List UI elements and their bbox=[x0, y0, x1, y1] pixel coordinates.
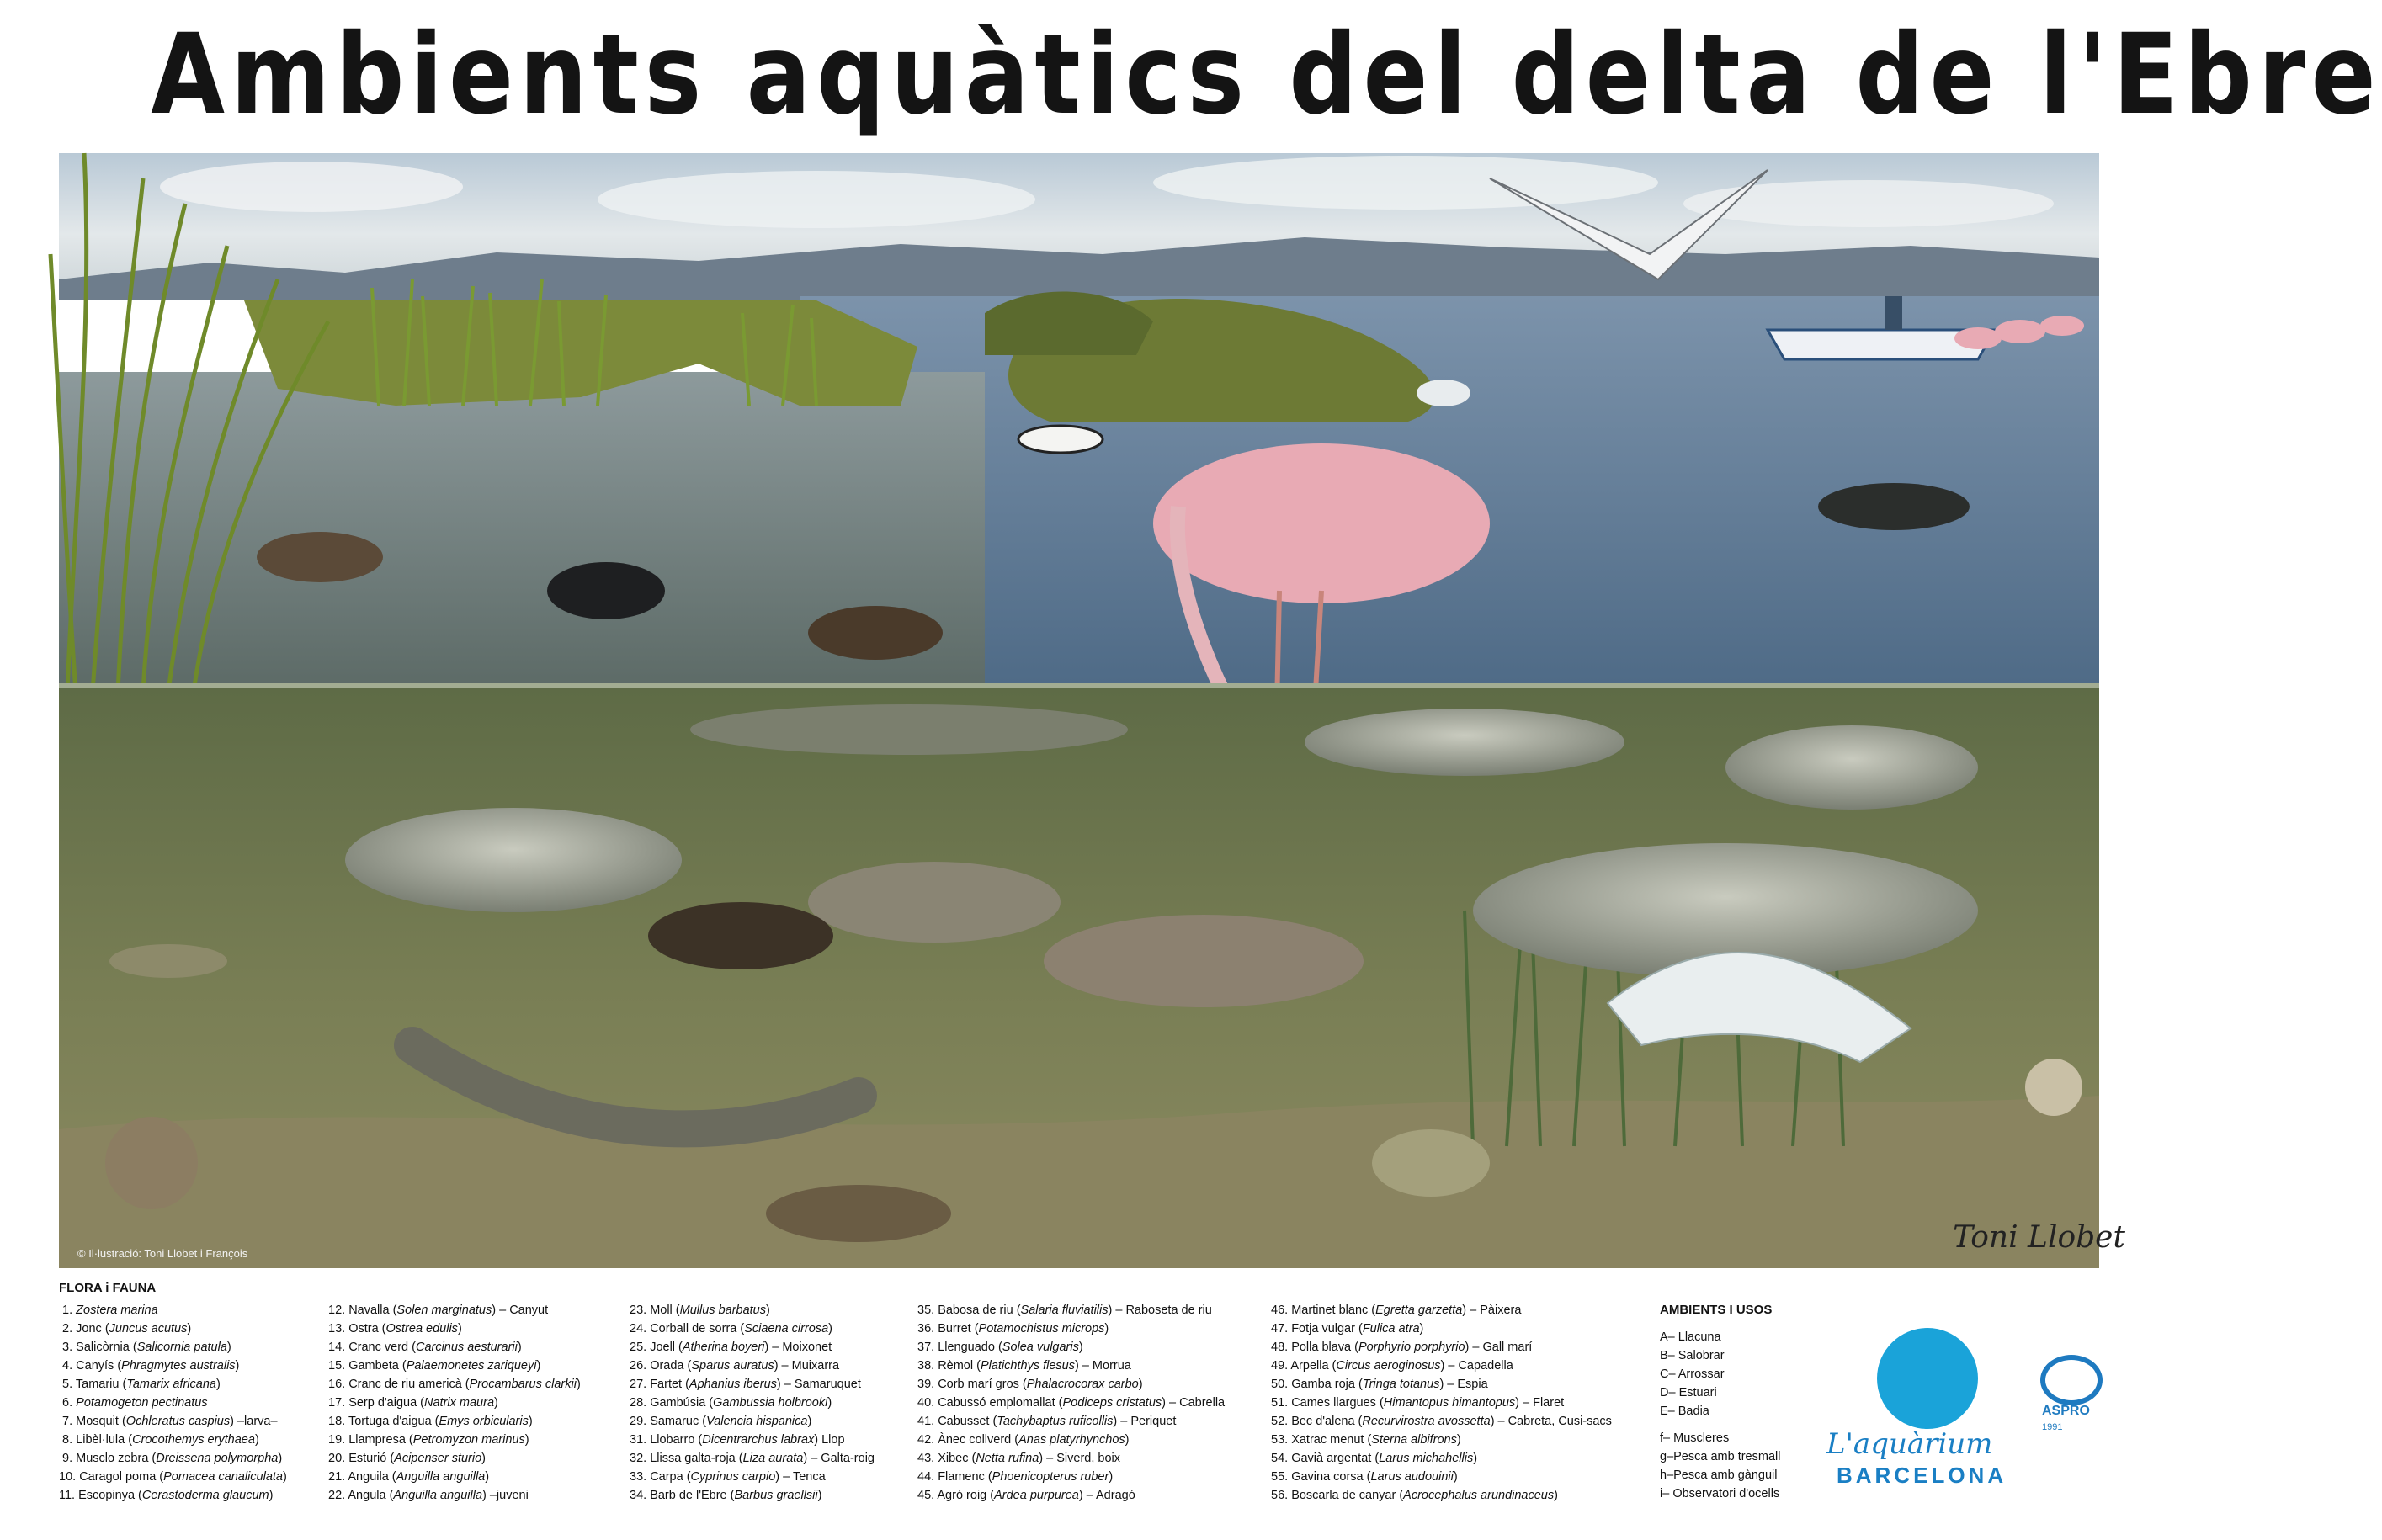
legend-item: 27. Fartet (Aphanius iberus) – Samaruquet bbox=[630, 1378, 861, 1391]
cloud bbox=[160, 162, 463, 212]
legend-item: 50. Gamba roja (Tringa totanus) – Espia bbox=[1271, 1378, 1488, 1391]
ambient-item: B– Salobrar bbox=[1660, 1349, 1725, 1362]
legend-item: 13. Ostra (Ostrea edulis) bbox=[328, 1322, 462, 1336]
legend-item: 5. Tamariu (Tamarix africana) bbox=[59, 1378, 221, 1391]
legend-item: 18. Tortuga d'aigua (Emys orbicularis) bbox=[328, 1415, 533, 1428]
legend-column-5 bbox=[1271, 1301, 1658, 1505]
crab bbox=[1372, 1129, 1490, 1197]
apple-snail bbox=[105, 1117, 198, 1209]
legend-item: 15. Gambeta (Palaemonetes zariqueyi) bbox=[328, 1359, 541, 1373]
cloud bbox=[1683, 180, 2054, 227]
legend-item: 56. Boscarla de canyar (Acrocephalus arundinaceus) bbox=[1271, 1489, 1558, 1502]
cloud bbox=[1153, 156, 1658, 210]
legend-item: 42. Ànec collverd (Anas platyrhynchos) bbox=[917, 1433, 1130, 1447]
avocet bbox=[1018, 426, 1103, 453]
legend-item: 24. Corball de sorra (Sciaena cirrosa) bbox=[630, 1322, 832, 1336]
legend-list bbox=[1271, 1301, 1658, 1505]
page-title: Ambients aquàtics del delta de l'Ebre bbox=[151, 10, 2382, 140]
legend-item: 11. Escopinya (Cerastoderma glaucum) bbox=[59, 1489, 274, 1502]
legend-item: 8. Libèl·lula (Crocothemys erythaea) bbox=[59, 1433, 259, 1447]
legend-list bbox=[59, 1301, 362, 1505]
legend-item: 19. Llampresa (Petromyzon marinus) bbox=[328, 1433, 529, 1447]
ambients-column bbox=[1660, 1301, 1845, 1503]
waterline bbox=[59, 683, 2099, 688]
legend-column-3 bbox=[630, 1301, 933, 1505]
aspro-logo-text: ASPRO 1991 bbox=[2042, 1404, 2090, 1432]
ambient-item: A– Llacuna bbox=[1660, 1330, 1721, 1344]
legend-item: 25. Joell (Atherina boyeri) – Moixonet bbox=[630, 1341, 832, 1354]
cockle bbox=[2025, 1059, 2082, 1116]
legend-item: 23. Moll (Mullus barbatus) bbox=[630, 1304, 770, 1317]
artist-signature: Toni Llobet bbox=[1953, 1220, 2125, 1255]
aquarium-logo-script: L'aquàrium bbox=[1826, 1427, 1993, 1461]
ambient-item: E– Badia bbox=[1660, 1405, 1709, 1418]
ambient-item: D– Estuari bbox=[1660, 1386, 1717, 1399]
legend-item: 38. Rèmol (Platichthys flesus) – Morrua bbox=[917, 1359, 1131, 1373]
legend-item: 44. Flamenc (Phoenicopterus ruber) bbox=[917, 1470, 1114, 1484]
aquarium-logo-city: BARCELONA bbox=[1837, 1463, 2007, 1488]
legend-item: 14. Cranc verd (Carcinus aesturarii) bbox=[328, 1341, 522, 1354]
legend-list bbox=[917, 1301, 1271, 1505]
legend-item: 33. Carpa (Cyprinus carpio) – Tenca bbox=[630, 1470, 826, 1484]
ambient-item: i– Observatori d'ocells bbox=[1660, 1487, 1780, 1500]
legend-item: 28. Gambúsia (Gambussia holbrooki) bbox=[630, 1396, 832, 1410]
blenny bbox=[766, 1185, 951, 1242]
legend-item: 31. Llobarro (Dicentrarchus labrax) Llop bbox=[630, 1433, 845, 1447]
legend-item: 21. Anguila (Anguilla anguilla) bbox=[328, 1470, 490, 1484]
legend-item: 1. Zostera marina bbox=[59, 1304, 158, 1317]
ambient-item: h–Pesca amb gànguil bbox=[1660, 1468, 1778, 1482]
legend-item: 52. Bec d'alena (Recurvirostra avossetta) – Cabreta, Cusi-sacs bbox=[1271, 1415, 1612, 1428]
illustration-credit: © Il·lustració: Toni Llobet i François bbox=[77, 1247, 248, 1260]
legend-item: 2. Jonc (Juncus acutus) bbox=[59, 1322, 192, 1336]
shi-drum bbox=[1044, 915, 1364, 1007]
legend-item: 39. Corb marí gros (Phalacrocorax carbo) bbox=[917, 1378, 1143, 1391]
legend-item: 54. Gavià argentat (Larus michahellis) bbox=[1271, 1452, 1478, 1465]
legend-item: 47. Fotja vulgar (Fulica atra) bbox=[1271, 1322, 1424, 1336]
legend-list bbox=[630, 1301, 933, 1505]
legend-item: 55. Gavina corsa (Larus audouinii) bbox=[1271, 1470, 1458, 1484]
legend-item: 7. Mosquit (Ochleratus caspius) –larva– bbox=[59, 1415, 278, 1428]
legend-item: 45. Agró roig (Ardea purpurea) – Adragó bbox=[917, 1489, 1135, 1502]
legend-heading: FLORA i FAUNA bbox=[59, 1281, 157, 1295]
mullet bbox=[1305, 709, 1624, 776]
aspro-logo bbox=[2037, 1353, 2104, 1432]
legend-column-2 bbox=[328, 1301, 631, 1505]
legend-item: 20. Esturió (Acipenser sturio) bbox=[328, 1452, 486, 1465]
legend-item: 17. Serp d'aigua (Natrix maura) bbox=[328, 1396, 498, 1410]
legend-item: 53. Xatrac menut (Sterna albifrons) bbox=[1271, 1433, 1461, 1447]
legend-item: 22. Angula (Anguilla anguilla) –juveni bbox=[328, 1489, 529, 1502]
legend-item: 46. Martinet blanc (Egretta garzetta) – Pàixera bbox=[1271, 1304, 1522, 1317]
legend-item: 32. Llissa galta-roja (Liza aurata) – Galta-roig bbox=[630, 1452, 875, 1465]
legend-list bbox=[328, 1301, 631, 1505]
legend-item: 51. Cames llargues (Himantopus himantopus) – Flaret bbox=[1271, 1396, 1565, 1410]
legend-item: 34. Barb de l'Ebre (Barbus graellsii) bbox=[630, 1489, 822, 1502]
legend-item: 43. Xibec (Netta rufina) – Siverd, boix bbox=[917, 1452, 1121, 1465]
legend bbox=[59, 1279, 2099, 1532]
meagre bbox=[808, 862, 1061, 943]
legend-item: 10. Caragol poma (Pomacea canaliculata) bbox=[59, 1470, 287, 1484]
ambient-item: f– Muscleres bbox=[1660, 1431, 1730, 1445]
legend-item: 26. Orada (Sparus auratus) – Muixarra bbox=[630, 1359, 840, 1373]
ambient-item: C– Arrossar bbox=[1660, 1367, 1725, 1381]
great-crested-grebe bbox=[257, 532, 383, 582]
coot bbox=[547, 562, 665, 619]
legend-item: 3. Salicòrnia (Salicornia patula) bbox=[59, 1341, 231, 1354]
legend-item: 12. Navalla (Solen marginatus) – Canyut bbox=[328, 1304, 549, 1317]
legend-item: 6. Potamogeton pectinatus bbox=[59, 1396, 208, 1410]
ambient-item: g–Pesca amb tresmall bbox=[1660, 1450, 1781, 1463]
aspro-logo-ring bbox=[2040, 1355, 2103, 1405]
legend-item: 37. Llenguado (Solea vulgaris) bbox=[917, 1341, 1083, 1354]
legend-item: 35. Babosa de riu (Salaria fluviatilis) – Raboseta de riu bbox=[917, 1304, 1212, 1317]
legend-item: 9. Musclo zebra (Dreissena polymorpha) bbox=[59, 1452, 283, 1465]
fisherman bbox=[1885, 296, 1902, 330]
sea-bream bbox=[1725, 725, 1978, 810]
legend-column-4 bbox=[917, 1301, 1271, 1505]
legend-column-1 bbox=[59, 1279, 362, 1505]
killifish bbox=[109, 944, 227, 978]
aquarium-logo bbox=[1818, 1328, 2037, 1496]
legend-item: 41. Cabusset (Tachybaptus ruficollis) – Periquet bbox=[917, 1415, 1177, 1428]
legend-item: 40. Cabussó emplomallat (Podiceps cristatus) – Cabrella bbox=[917, 1396, 1226, 1410]
legend-item: 49. Arpella (Circus aeroginosus) – Capadella bbox=[1271, 1359, 1513, 1373]
cormorant bbox=[1818, 483, 1970, 530]
legend-item: 16. Cranc de riu americà (Procambarus clarkii) bbox=[328, 1378, 581, 1391]
aquarium-logo-circle bbox=[1877, 1328, 1978, 1429]
legend-item: 29. Samaruc (Valencia hispanica) bbox=[630, 1415, 812, 1428]
ambients-list-b bbox=[1660, 1429, 1845, 1503]
legend-item: 36. Burret (Potamochistus microps) bbox=[917, 1322, 1109, 1336]
gull bbox=[1417, 380, 1470, 406]
illustration-scene bbox=[59, 153, 2125, 1268]
little-grebe bbox=[808, 606, 943, 660]
legend-item: 4. Canyís (Phragmytes australis) bbox=[59, 1359, 240, 1373]
sturgeon bbox=[690, 704, 1128, 755]
carp bbox=[345, 808, 682, 912]
ambients-list-a bbox=[1660, 1328, 1845, 1421]
ambients-heading: AMBIENTS I USOS bbox=[1660, 1303, 1773, 1317]
diving-grebe bbox=[648, 902, 833, 969]
cloud bbox=[598, 171, 1035, 228]
legend-item: 48. Polla blava (Porphyrio porphyrio) – Gall marí bbox=[1271, 1341, 1533, 1354]
